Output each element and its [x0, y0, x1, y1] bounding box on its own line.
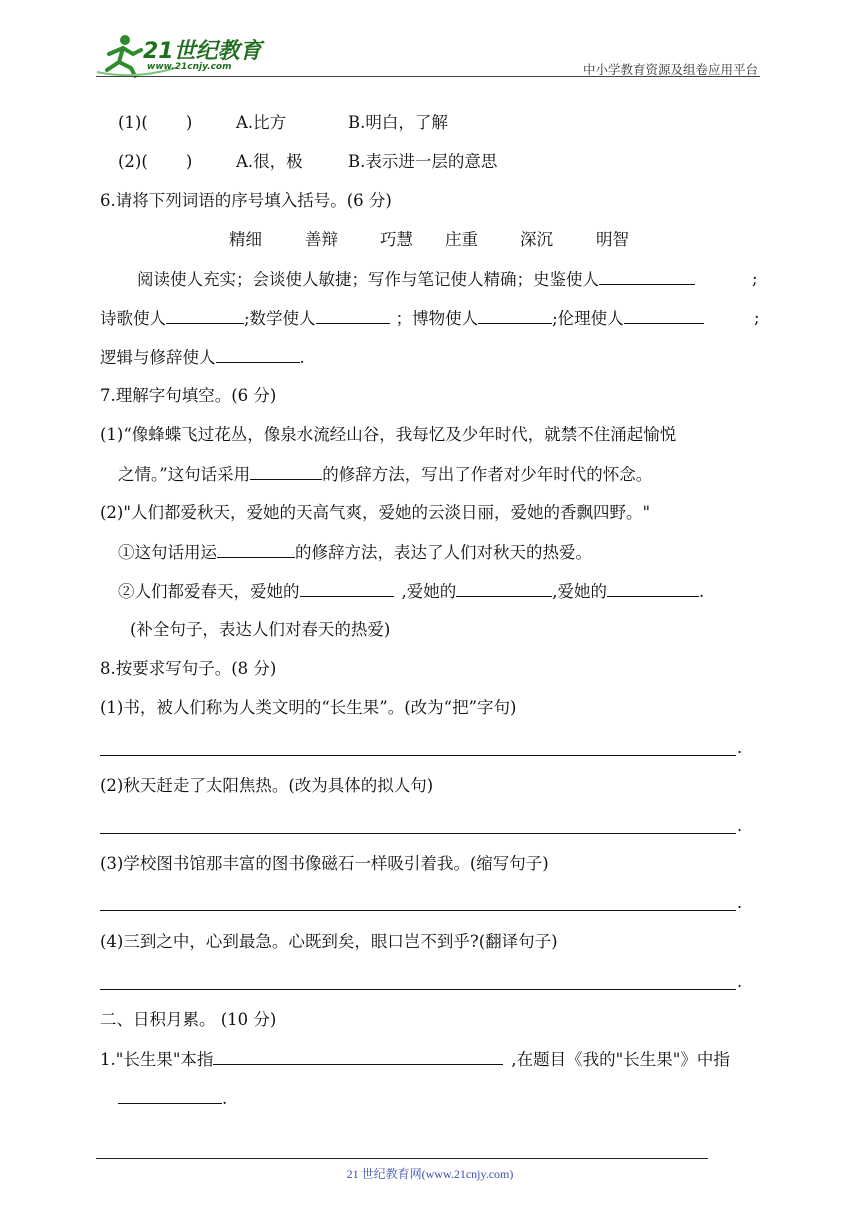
- part2-q1-b: ,在题目《我的"长生果"》中指: [511, 1050, 730, 1069]
- part2-q1-a: 1."长生果"本指: [100, 1050, 214, 1069]
- q6-blank-3[interactable]: [316, 307, 390, 324]
- q8-answer-line-3-end: .: [737, 893, 743, 912]
- q6-line-3-p1: 逻辑与修辞使人: [100, 348, 216, 367]
- q6-line-2-p3: ；博物使人: [395, 309, 479, 328]
- site-logo: [95, 32, 265, 80]
- q5-row-2-option-a: A.很，极: [236, 152, 303, 171]
- q6-word-4: 庄重: [445, 230, 478, 249]
- q6-blank-6[interactable]: [216, 346, 300, 363]
- q5-row-2-option-b: B.表示进一层的意思: [348, 152, 498, 171]
- q7-blank-2[interactable]: [217, 541, 295, 558]
- logo-title: 21世纪教育: [143, 39, 262, 64]
- q6-blank-5[interactable]: [624, 307, 704, 324]
- q8-answer-line-2[interactable]: [100, 833, 736, 834]
- q8-item-1: (1)书，被人们称为人类文明的“长生果”。(改为“把”字句): [100, 698, 517, 717]
- q8-answer-line-4-end: .: [737, 972, 743, 991]
- q7-s1-line-2: [118, 463, 652, 486]
- q6-line-3: [100, 346, 305, 369]
- q5-row-1: [118, 112, 192, 134]
- q8-item-3: (3)学校图书馆那丰富的图书像磁石一样吸引着我。(缩写句子): [100, 854, 549, 873]
- q7-blank-5[interactable]: [607, 580, 699, 597]
- q7-blank-3[interactable]: [300, 580, 394, 597]
- q8-answer-line-1[interactable]: [100, 755, 736, 756]
- q7-s2-sub-2-b: ,爱她的: [401, 582, 457, 601]
- q6-blank-2[interactable]: [166, 307, 244, 324]
- q6-blank-1[interactable]: [599, 268, 695, 285]
- q7-s2-sub-2-a: ②人们都爱春天，爱她的: [118, 582, 300, 601]
- q8-answer-line-1-end: .: [737, 738, 743, 757]
- header-divider: [96, 76, 760, 77]
- part2-blank-1[interactable]: [213, 1048, 503, 1065]
- q7-s1-line-2-a: 之情。”这句话采用: [118, 465, 251, 484]
- q6-word-1: 精细: [229, 230, 262, 249]
- q7-s2-line-1: (2)"人们都爱秋天，爱她的天高气爽，爱她的云淡日丽，爱她的香飘四野。": [100, 503, 651, 522]
- part2-q1: [100, 1048, 730, 1071]
- q6-line-2: [100, 307, 704, 330]
- q6-line-1-end: ;: [752, 269, 758, 288]
- logo-url: www.21cnjy.com: [147, 62, 232, 72]
- site-slogan: 中小学教育资源及组卷应用平台: [582, 62, 758, 77]
- q8-answer-line-3[interactable]: [100, 910, 736, 911]
- q6-word-6: 明智: [596, 230, 629, 249]
- part2-blank-2[interactable]: [118, 1087, 222, 1104]
- q5-row-2-paren: ): [185, 152, 193, 171]
- q5-row-1-option-a: A.比方: [236, 113, 287, 132]
- q6-line-1: [137, 268, 695, 291]
- q6-title: 6.请将下列词语的序号填入括号。(6 分): [100, 191, 392, 210]
- q7-s1-line-2-b: 的修辞方法，写出了作者对少年时代的怀念。: [322, 465, 653, 484]
- q7-s2-note: (补全句子，表达人们对春天的热爱): [130, 620, 391, 639]
- q7-s2-sub-2-end: .: [699, 582, 705, 601]
- q6-word-5: 深沉: [520, 230, 553, 249]
- part2-title: 二、日积月累。 (10 分): [100, 1010, 277, 1029]
- q7-blank-1[interactable]: [250, 463, 322, 480]
- q5-row-1-paren: ): [185, 113, 193, 132]
- q7-s2-sub-1-b: 的修辞方法，表达了人们对秋天的热爱。: [295, 543, 592, 562]
- q6-word-3: 巧慧: [380, 230, 413, 249]
- q5-row-2-num: (2)(: [118, 152, 148, 171]
- q6-line-2-p4: ;伦理使人: [552, 309, 624, 328]
- q6-line-2-p1: 诗歌使人: [100, 309, 166, 328]
- q6-line-2-end: ;: [754, 308, 760, 327]
- q5-row-1-num: (1)(: [118, 113, 148, 132]
- q7-title: 7.理解字句填空。(6 分): [100, 386, 277, 405]
- q6-word-2: 善辩: [305, 230, 338, 249]
- q7-s2-sub-1-a: ①这句话用运: [118, 543, 217, 562]
- part2-q1-end: .: [222, 1089, 228, 1108]
- footer-divider: [96, 1158, 708, 1159]
- q8-item-2: (2)秋天赶走了太阳焦热。(改为具体的拟人句): [100, 776, 434, 795]
- q7-s2-sub-2: [118, 580, 704, 603]
- q7-blank-4[interactable]: [456, 580, 552, 597]
- q8-answer-line-4[interactable]: [100, 989, 736, 990]
- q6-line-2-p2: ;数学使人: [244, 309, 316, 328]
- q8-title: 8.按要求写句子。(8 分): [100, 659, 277, 678]
- q6-line-1-text: 阅读使人充实；会谈使人敏捷；写作与笔记使人精确；史鉴使人: [137, 270, 599, 289]
- q8-answer-line-2-end: .: [737, 816, 743, 835]
- q7-s2-sub-1: [118, 541, 592, 564]
- q5-row-2: [118, 151, 192, 173]
- q5-row-1-option-b: B.明白，了解: [348, 113, 448, 132]
- part2-q1-cont: [118, 1087, 227, 1110]
- q6-line-3-end: .: [299, 348, 305, 367]
- q6-blank-4[interactable]: [478, 307, 552, 324]
- q8-item-4: (4)三到之中，心到最急。心既到矣，眼口岂不到乎?(翻译句子): [100, 932, 558, 951]
- q7-s2-sub-2-c: ,爱她的: [552, 582, 607, 601]
- footer-text: 21 世纪教育网(www.21cnjy.com): [346, 1167, 514, 1181]
- q7-s1-line-1: (1)“像蜂蝶飞过花丛，像泉水流经山谷，我每忆及少年时代，就禁不住涌起愉悦: [100, 425, 677, 444]
